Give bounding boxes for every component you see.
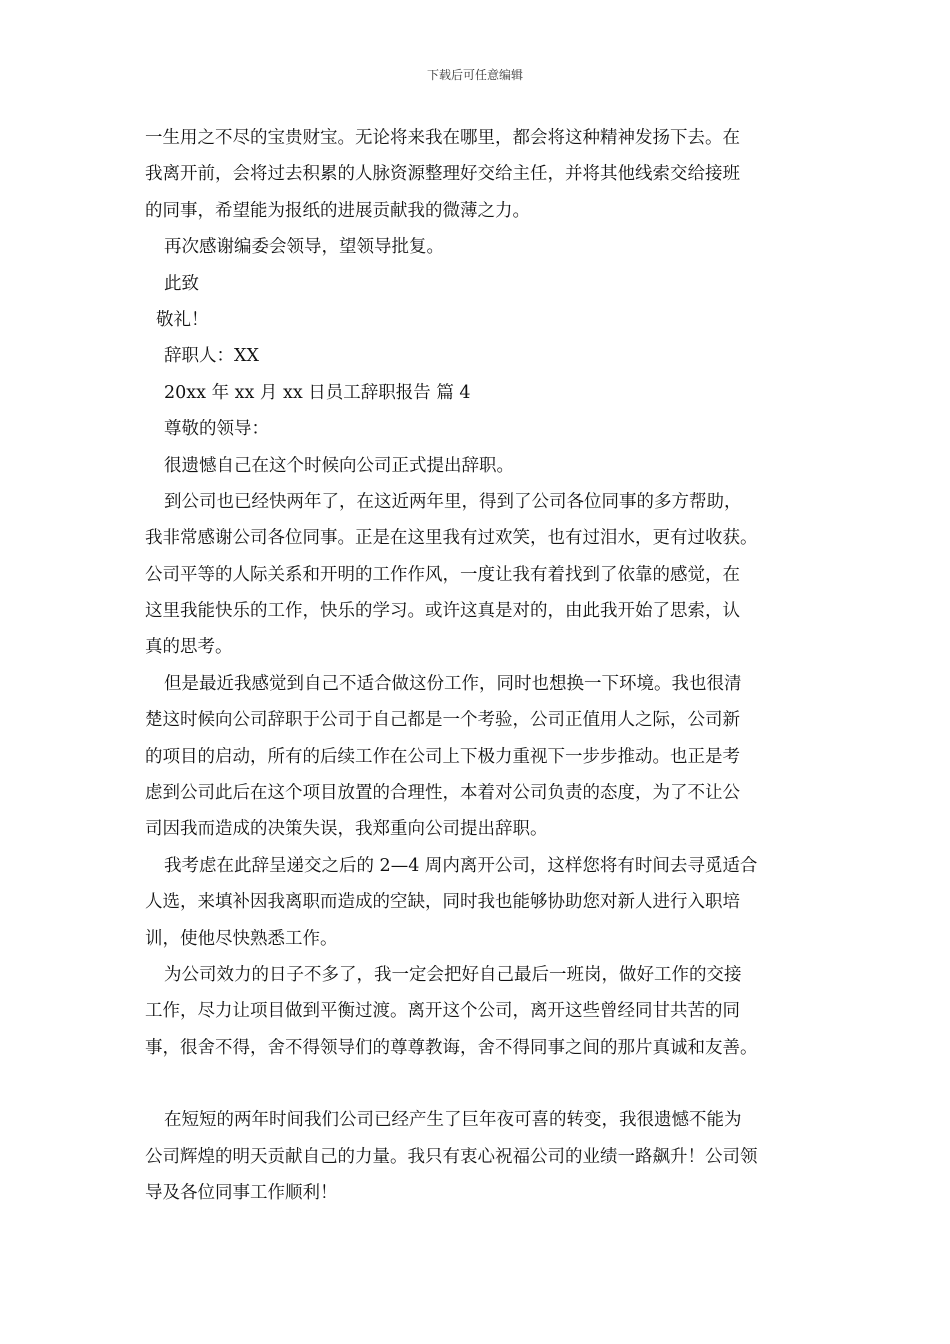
text-line: 这里我能快乐的工作，快乐的学习。或许这真是对的，由此我开始了思索，认 xyxy=(145,601,740,622)
text-line: 很遗憾自己在这个时候向公司正式提出辞职。 xyxy=(164,455,514,476)
text-line: 人选，来填补因我离职而造成的空缺，同时我也能够协助您对新人进行入职培 xyxy=(145,892,740,913)
text-line: 真的思考。 xyxy=(145,637,233,658)
text-line: 为公司效力的日子不多了，我一定会把好自己最后一班岗，做好工作的交接 xyxy=(164,964,742,985)
text-line: 我考虑在此辞呈递交之后的 2—4 周内离开公司，这样您将有时间去寻觅适合 xyxy=(164,855,758,876)
text-line: 司因我而造成的决策失误，我郑重向公司提出辞职。 xyxy=(145,819,548,840)
text-line: 再次感谢编委会领导，望领导批复。 xyxy=(164,237,444,258)
paragraph-gap xyxy=(145,1066,810,1102)
text-line: 的项目的启动，所有的后续工作在公司上下极力重视下一步步推动。也正是考 xyxy=(145,746,740,767)
text-line: 训，使他尽快熟悉工作。 xyxy=(145,928,338,949)
text-line: 工作，尽力让项目做到平衡过渡。离开这个公司，离开这些曾经同甘共苦的同 xyxy=(145,1001,740,1022)
text-line: 虑到公司此后在这个项目放置的合理性，本着对公司负责的态度，为了不让公 xyxy=(145,783,740,804)
text-line: 此致 xyxy=(164,273,199,294)
text-line: 的同事，希望能为报纸的进展贡献我的微薄之力。 xyxy=(145,200,530,221)
text-line: 公司辉煌的明天贡献自己的力量。我只有衷心祝福公司的业绩一路飙升！公司领 xyxy=(145,1146,758,1167)
text-line: 到公司也已经快两年了，在这近两年里，得到了公司各位同事的多方帮助， xyxy=(164,491,742,512)
document-body xyxy=(145,120,810,1211)
text-line: 事，很舍不得，舍不得领导们的尊尊教诲，舍不得同事之间的那片真诚和友善。 xyxy=(145,1037,758,1058)
text-line: 在短短的两年时间我们公司已经产生了巨年夜可喜的转变，我很遗憾不能为 xyxy=(164,1110,742,1131)
text-line: 一生用之不尽的宝贵财宝。无论将来我在哪里，都会将这种精神发扬下去。在 xyxy=(145,128,740,148)
text-line: 敬礼！ xyxy=(156,309,209,330)
text-line: 楚这时候向公司辞职于公司于自己都是一个考验，公司正值用人之际，公司新 xyxy=(145,710,740,731)
text-line: 公司平等的人际关系和开明的工作作风，一度让我有着找到了依靠的感觉，在 xyxy=(145,564,740,585)
text-line: 导及各位同事工作顺利！ xyxy=(145,1182,338,1203)
text-line: 我离开前，会将过去积累的人脉资源整理好交给主任，并将其他线索交给接班 xyxy=(145,164,740,185)
text-line: 辞职人：XX xyxy=(164,346,259,367)
section-heading: 20xx 年 xx 月 xx 日员工辞职报告 篇 4 xyxy=(164,382,471,403)
text-line: 但是最近我感觉到自己不适合做这份工作，同时也想换一下环境。我也很清 xyxy=(164,673,742,694)
text-line: 我非常感谢公司各位同事。正是在这里我有过欢笑，也有过泪水，更有过收获。 xyxy=(145,528,758,549)
header-note: 下载后可任意编辑 xyxy=(426,68,523,82)
salutation: 尊敬的领导： xyxy=(164,419,269,440)
